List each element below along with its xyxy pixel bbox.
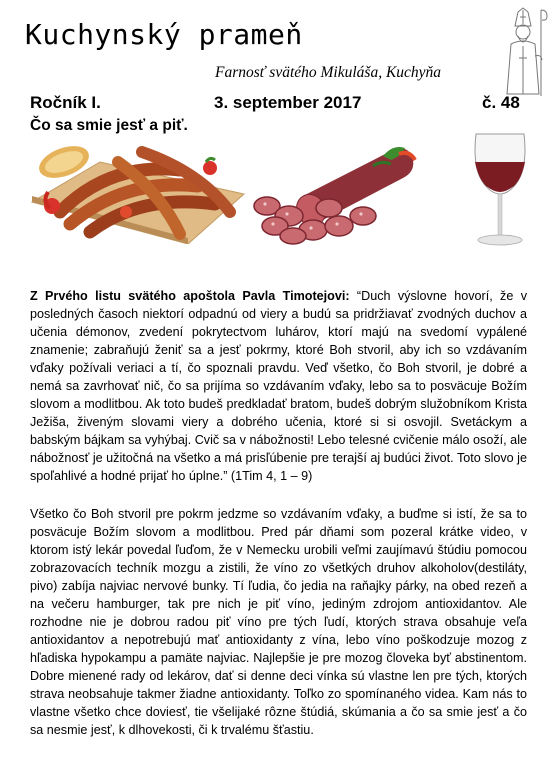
issue-number: č. 48	[482, 93, 520, 112]
salami-slices-icon	[253, 126, 425, 246]
volume-label: Ročník I.	[30, 93, 101, 112]
article-paragraph: Všetko čo Boh stvoril pre pokrm jedzme so vzdávaním vďaky, a buďme si istí, že sa to posväcuje Božím slovom a modlitbou. Pred pár dňami som pozeral krátke video, v ktorom istý lekár povedal ľuďom, že v Nemecku urobili veľmi zaujímavú štúdiu pomocou zobrazovacích techník mozgu a zistili, že víno zo všetkých druhov alkoholov(destiláty, pivo) zabíja najviac nervové bunky. Tí ľudia, čo jedia na raňajky párky, na obed rezeň a na večeru hamburger, tak pre nich je piť víno, jediným zdrojom antioxidantov. Ale rozhodne nie je dobrou radou piť víno pre tých ľudí, ktorých strava obsahuje veľa antioxidantov a nepotrebujú mať antioxidanty z vína, lebo víno poškodzuje mozog z hľadiska hypokampu a pamäte najviac. Najlepšie je pre mozog človeka byť abstinentom. Dobre mienené rady od lekárov, dať si denne deci vínka sú vlastne len pre tých, ktorých strava neobsahuje takmer žiadne antioxidanty. Toľko zo spomínaného videa. Kam nás to vlastne všetko chce doviesť, tie všelijaké rôzne štúdiá, skúmania a čo sa smie jesť a čo sa nesmie jesť, k dlhovekosti, či k trvalému šťastiu.	[30, 507, 527, 737]
sausages-on-board-icon	[30, 132, 246, 244]
scripture-quote: “Duch výslovne hovorí, že v posledných časoch niektorí odpadnú od viery a budú sa pridržiavať zvodných duchov a učenia démonov, zvedení pokrytectvom luhárov, ktorí majú na svedomí vypálené znamenie; zabraňujú ženiť sa a jesť pokrmy, ktoré Boh stvoril, aby ich so vzdávaním vďaky požívali veriaci a tí, čo spoznali pravdu. Veď všetko, čo Boh stvoril, je dobré a nemá sa zavrhovať nič, čo sa prijíma so vzdávaním vďaky, lebo sa to posväcuje Božím slovom a modlitbou. Ak toto budeš predkladať bratom, budeš dobrým služobníkom Krista Ježiša, živeným slovami viery a dobrého učenia, ktoré si si osvojil. Svetáckym a babským bájkam sa vyhýbaj. Cvič sa v nábožnosti! Lebo telesné cvičenie málo osoží, ale nábožnosť je užitočná na všetko a má prisľúbenie pre terajší aj budúci život. Toto slovo je spoľahlivé a hodné prijať ho úplne.” (1Tim 4, 1 – 9)	[30, 289, 527, 483]
issue-date: 3. september 2017	[214, 93, 362, 112]
masthead-title: Kuchynský prameň	[25, 18, 303, 51]
topic-heading: Čo sa smie jesť a piť.	[30, 117, 188, 134]
scripture-source: Z Prvého listu svätého apoštola Pavla Timotejovi:	[30, 289, 350, 303]
wine-glass-icon	[470, 128, 530, 250]
parish-subtitle: Farnosť svätého Mikuláša, Kuchyňa	[215, 64, 442, 81]
article-paragraph	[30, 287, 527, 485]
bishop-saint-nicholas-icon	[497, 6, 549, 98]
